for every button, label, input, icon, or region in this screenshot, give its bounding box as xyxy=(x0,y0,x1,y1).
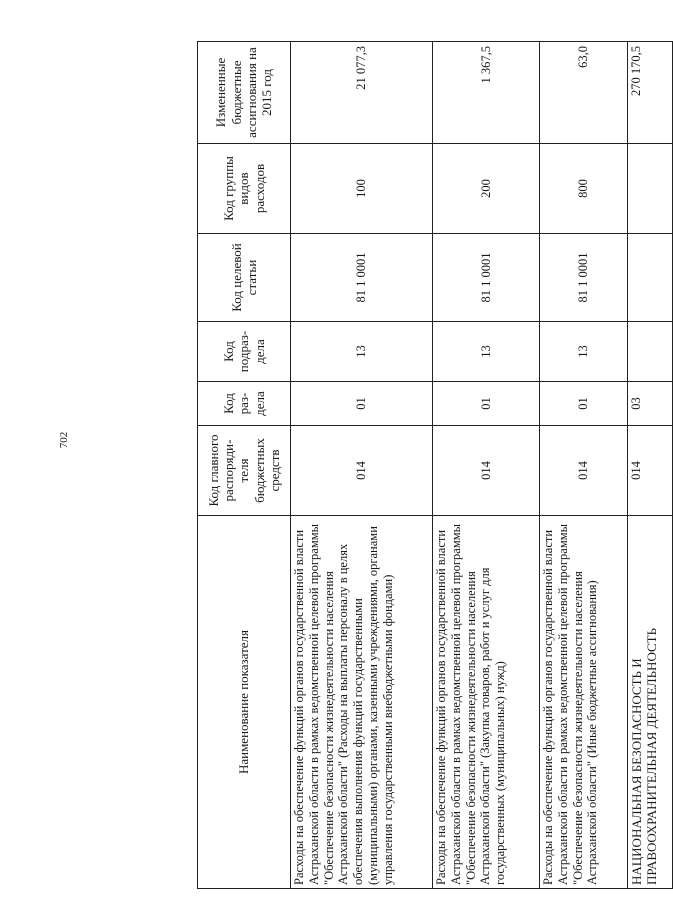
row-section: 01 xyxy=(291,382,433,426)
row-chief-admin: 014 xyxy=(540,426,628,516)
row-name: Расходы на обеспечение функций органов государственной власти Астраханской области в рамках ведомственной целевой программы "Обеспечение безопасности жизнедеятельности населения Астраханской области" (Иные бюджетные ассигнования) xyxy=(540,516,628,889)
table-row-section xyxy=(628,42,673,889)
row-target-article: 81 1 0001 xyxy=(433,234,540,322)
row-expense-type: 200 xyxy=(433,144,540,234)
header-expense-type-code: Код группы видов расходов xyxy=(198,144,291,234)
row-target-article: 81 1 0001 xyxy=(291,234,433,322)
budget-allocation-table xyxy=(197,41,673,889)
row-amount: 63,0 xyxy=(540,42,628,144)
row-section: 03 xyxy=(628,382,673,426)
rotated-table-container xyxy=(197,42,660,889)
header-subsection-code: Код подраз-дела xyxy=(198,322,291,382)
table-row xyxy=(540,42,628,889)
header-target-article-code: Код целевой статьи xyxy=(198,234,291,322)
row-name: НАЦИОНАЛЬНАЯ БЕЗОПАСНОСТЬ И ПРАВООХРАНИТЕЛЬНАЯ ДЕЯТЕЛЬНОСТЬ xyxy=(628,516,673,889)
row-expense-type xyxy=(628,144,673,234)
row-subsection: 13 xyxy=(433,322,540,382)
row-section: 01 xyxy=(540,382,628,426)
row-target-article xyxy=(628,234,673,322)
row-chief-admin: 014 xyxy=(628,426,673,516)
page-number: 702 xyxy=(58,431,70,449)
table-row xyxy=(433,42,540,889)
row-chief-admin: 014 xyxy=(291,426,433,516)
row-expense-type: 800 xyxy=(540,144,628,234)
row-name: Расходы на обеспечение функций органов государственной власти Астраханской области в рамках ведомственной целевой программы "Обеспечение безопасности жизнедеятельности населения Астраханской области" (Расходы на выплаты персоналу в целях обеспечения выполнения функций государственными (муниципальными) органами, казенными учреждениями, органами управления государственными внебюджетными фондами) xyxy=(291,516,433,889)
row-name: Расходы на обеспечение функций органов государственной власти Астраханской области в рамках ведомственной целевой программы "Обеспечение безопасности жизнедеятельности населения Астраханской области" (Закупка товаров, работ и услуг для государственных (муниципальных) нужд) xyxy=(433,516,540,889)
row-amount: 21 077,3 xyxy=(291,42,433,144)
row-subsection: 13 xyxy=(291,322,433,382)
header-section-code: Код раз-дела xyxy=(198,382,291,426)
document-page xyxy=(197,42,660,889)
row-subsection: 13 xyxy=(540,322,628,382)
row-amount: 270 170,5 xyxy=(628,42,673,144)
row-section: 01 xyxy=(433,382,540,426)
row-subsection xyxy=(628,322,673,382)
header-name: Наименование показателя xyxy=(198,516,291,889)
header-row xyxy=(198,42,291,889)
header-chief-admin-code: Код главного распоряди-теля бюджетных средств xyxy=(198,426,291,516)
row-expense-type: 100 xyxy=(291,144,433,234)
row-chief-admin: 014 xyxy=(433,426,540,516)
row-amount: 1 367,5 xyxy=(433,42,540,144)
table-row xyxy=(291,42,433,889)
row-target-article: 81 1 0001 xyxy=(540,234,628,322)
header-amount: Измененные бюджетные ассигнования на 2015 год xyxy=(198,42,291,144)
